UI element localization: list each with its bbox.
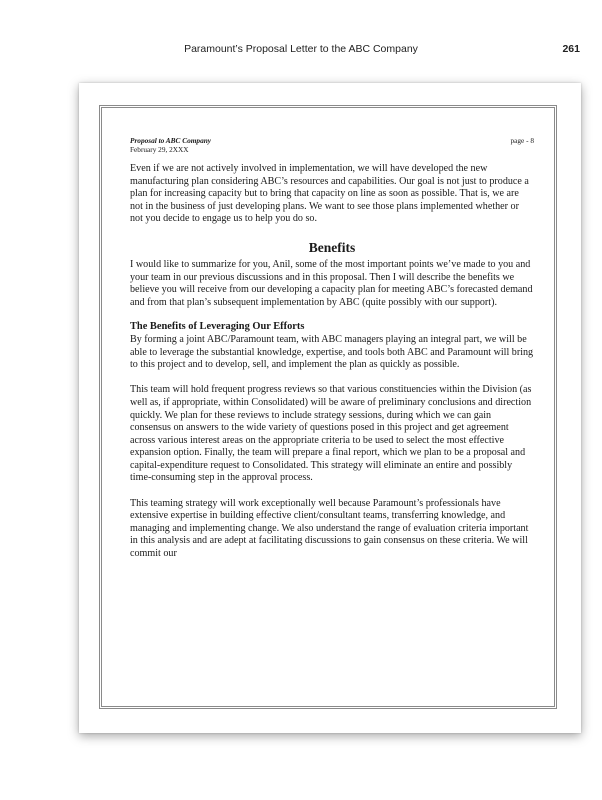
reviews-paragraph: This team will hold frequent progress reviews so that various constituencies within the Division (as well as, if appropriate, within Consolidated) will be aware of preliminary conclusions and direction quickly. We plan for these reviews to include strategy sessions, during which we can gain consensus on answers to the wide variety of questions posed in this project and get agreement across various interest areas on the appropriate criteria to be used to select the most effective expansion option. Finally, the team will prepare a final report, which we plan to be a proposal and capital-expenditure request to Consolidated. This strategy will eliminate an entire and possibly time-consuming step in the approval process.: [130, 384, 532, 484]
intro-paragraph: Even if we are not actively involved in implementation, we will have developed the new manufacturing plan considering ABC’s resources and capabilities. Our goal is not just to produce a plan for increasing capacity but to bring that capacity on line as soon as possible. That is, we are not in the business of just developing plans. We want to see those plans implemented whether or not you decide to engage us to help you do so.: [130, 163, 529, 225]
benefits-paragraph: I would like to summarize for you, Anil, some of the most important points we’ve made to you and your team in our previous discussions and in this proposal. Then I will describe the benefits we believe you will receive from our developing a capacity plan for meeting ABC’s forecasted demand and from that plan’s subsequent implementation by ABC (quite possibly with our support).: [130, 258, 533, 308]
letter-header-left: [130, 137, 211, 154]
benefits-heading: Benefits: [308, 239, 356, 255]
book-page-number: 261: [562, 43, 580, 55]
letter-header: [130, 137, 534, 163]
leverage-subheading: The Benefits of Leveraging Our Efforts: [130, 321, 305, 333]
letter-page-number: page - 8: [510, 136, 534, 145]
letter-page: [79, 83, 581, 733]
book-running-header: [0, 43, 602, 59]
letter-content: [130, 137, 534, 561]
running-title: Paramount’s Proposal Letter to the ABC Company: [184, 43, 418, 55]
leverage-paragraph: By forming a joint ABC/Paramount team, with ABC managers playing an integral part, we will be able to leverage the substantial knowledge, expertise, and tools both ABC and Paramount will bring to this project and to develop, sell, and implement the plan as quickly as possible.: [130, 333, 534, 371]
letter-date: February 29, 2XXX: [130, 144, 189, 154]
letter-recipient: Proposal to ABC Company: [130, 136, 212, 145]
double-border-frame: [99, 105, 557, 709]
teaming-paragraph: This teaming strategy will work exceptionally well because Paramount’s professionals have extensive expertise in building effective client/consultant teams, transferring knowledge, and managing and implementing change. We also understand the range of evaluation criteria important in this analysis and are adept at facilitating discussions to gain consensus on these criteria. We will commit our: [130, 497, 529, 560]
